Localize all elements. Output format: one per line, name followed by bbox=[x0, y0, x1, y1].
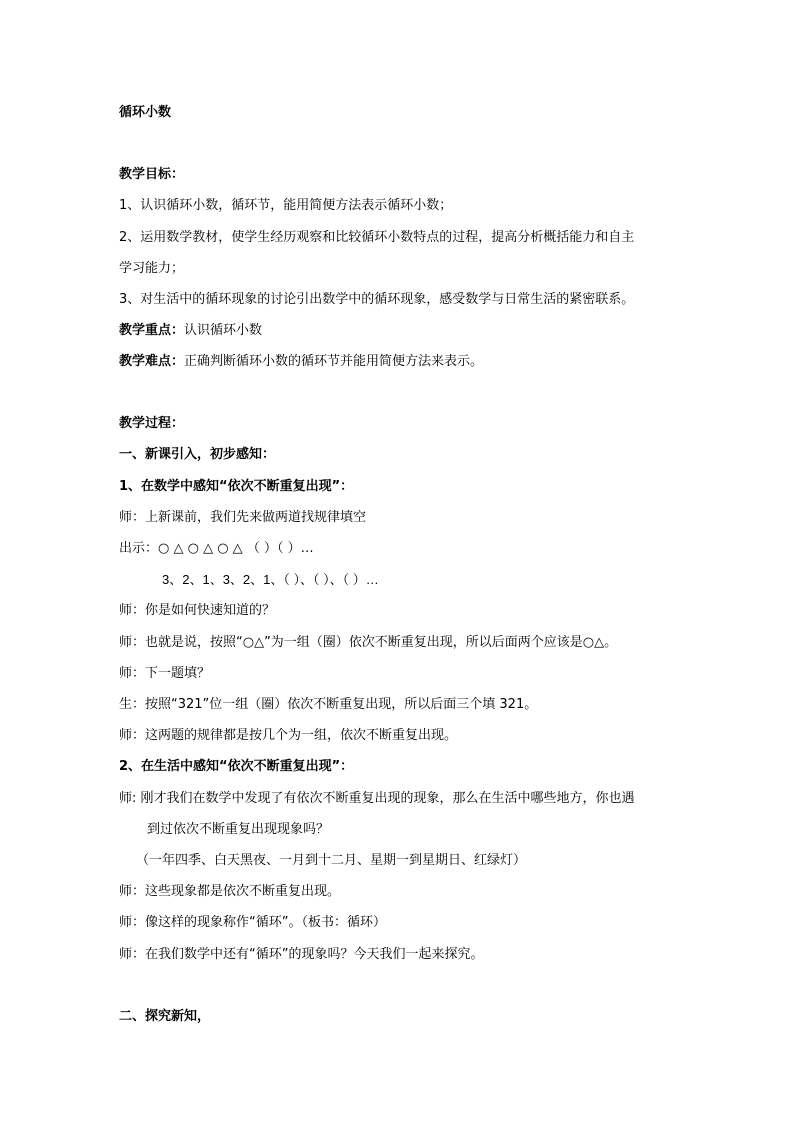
document-title: 循环小数 bbox=[119, 105, 172, 120]
section-1-heading: 一、新课引入，初步感知： bbox=[119, 447, 276, 462]
pattern-exercise-shapes: 出示：○ △ ○ △ ○ △ （ ）（ ）… bbox=[119, 541, 314, 556]
paragraph: 师：像这样的现象称作“循环”。（板书：循环） bbox=[119, 915, 386, 930]
difficult-point-label: 教学难点： bbox=[119, 354, 185, 369]
paragraph: 师：也就是说，按照“○△”为一组（圈）依次不断重复出现，所以后面两个应该是○△。 bbox=[119, 635, 618, 650]
subsection-1-heading: 1、在数学中感知“依次不断重复出现”： bbox=[119, 479, 354, 494]
objective-3: 3、对生活中的循环现象的讨论引出数学中的循环现象，感受数学与日常生活的紧密联系。 bbox=[119, 292, 635, 307]
key-point-label: 教学重点： bbox=[119, 323, 185, 338]
objective-2-cont: 学习能力； bbox=[119, 261, 185, 276]
paragraph: 师: 刚才我们在数学中发现了有依次不断重复出现的现象，那么在生活中哪些地方，你也遇 bbox=[119, 791, 635, 806]
paragraph: （一年四季、白天黑夜、一月到十二月、星期一到星期日、红绿灯） bbox=[136, 853, 527, 868]
difficult-point bbox=[119, 353, 754, 371]
objective-1: 1、认识循环小数，循环节，能用简便方法表示循环小数； bbox=[119, 198, 453, 213]
paragraph: 生：按照“321”位一组（圈）依次不断重复出现，所以后面三个填 321。 bbox=[119, 697, 538, 712]
paragraph: 师：上新课前，我们先来做两道找规律填空 bbox=[119, 510, 367, 525]
key-point-text: 认识循环小数 bbox=[184, 323, 263, 338]
process-heading: 教学过程： bbox=[119, 416, 185, 431]
paragraph: 师：下一题填？ bbox=[119, 666, 211, 681]
objective-2: 2、运用数学教材，使学生经历观察和比较循环小数特点的过程，提高分析概括能力和自主 bbox=[119, 230, 635, 245]
paragraph: 师：这两题的规律都是按几个为一组，依次不断重复出现。 bbox=[119, 728, 458, 743]
paragraph: 师：这些现象都是依次不断重复出现。 bbox=[119, 884, 341, 899]
objectives-heading: 教学目标： bbox=[119, 167, 185, 182]
difficult-point-text: 正确判断循环小数的循环节并能用简便方法来表示。 bbox=[184, 354, 484, 369]
paragraph: 师：在我们数学中还有“循环”的现象吗？今天我们一起来探究。 bbox=[119, 947, 484, 962]
section-2-heading: 二、探究新知， bbox=[119, 1009, 211, 1024]
key-point bbox=[119, 322, 754, 340]
paragraph: 师：你是如何快速知道的？ bbox=[119, 603, 276, 618]
pattern-exercise-numbers: 3、2、1、3、2、1、（ ）、（ ）、（ ）… bbox=[162, 572, 379, 587]
subsection-2-heading: 2、在生活中感知“依次不断重复出现”： bbox=[119, 759, 354, 774]
paragraph: 到过依次不断重复出现现象吗？ bbox=[147, 822, 330, 837]
